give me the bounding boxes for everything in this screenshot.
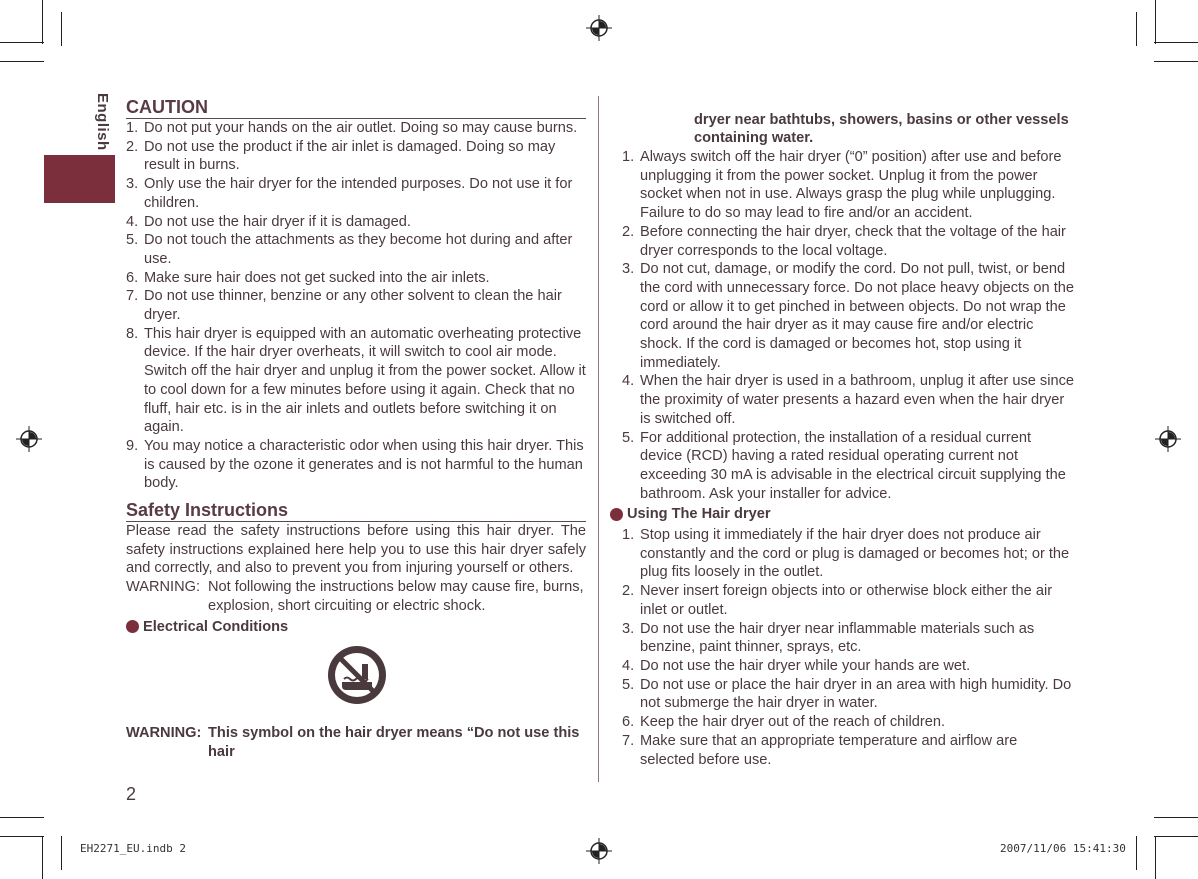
list-item-number: 2. (622, 583, 635, 600)
list-item-number: 5. (622, 429, 635, 446)
safety-intro: Please read the safety instructions before using this hair dryer. The safety instructions explained here help you to use this hair dryer safely and correctly, and also to prevent you from injuring yourself or others. (126, 523, 586, 577)
list-item (126, 287, 586, 324)
list-item-number: 7. (126, 288, 139, 305)
symbol-warning (126, 724, 586, 761)
column-divider (598, 96, 599, 782)
list-item (126, 231, 586, 268)
list-item-number: 1. (126, 120, 139, 136)
crop-mark (1155, 0, 1156, 44)
crop-mark (1154, 817, 1198, 818)
list-item (622, 620, 1074, 657)
list-item (126, 325, 586, 437)
list-item (126, 269, 586, 288)
crop-mark (1154, 836, 1198, 837)
list-item (622, 429, 1074, 504)
list-item (622, 582, 1074, 619)
list-item (622, 657, 1074, 676)
list-item-text: Never insert foreign objects into or otherwise block either the air inlet or outlet. (640, 583, 1053, 618)
crop-mark (0, 836, 44, 837)
warning-note (126, 578, 586, 615)
list-item-number: 4. (622, 373, 635, 390)
list-item-text: Do not touch the attachments as they become hot during and after use. (144, 232, 573, 267)
list-item-text: Do not use the hair dryer while your hands are wet. (640, 657, 971, 674)
list-item (126, 175, 586, 212)
list-item (622, 260, 1074, 372)
crop-mark (1155, 836, 1156, 879)
list-item-text: Always switch off the hair dryer (“0” position) after use and before unplugging it from the power socket. Unplug it from the power socket when not in use. Always grasp the plug while unplugging. Failure to do so may lead to fire and/or an accident. (640, 149, 1062, 222)
language-label: English (94, 93, 111, 151)
using-heading-label: Using The Hair dryer (627, 506, 771, 523)
list-item-number: 2. (622, 223, 635, 240)
list-item-number: 9. (126, 437, 139, 454)
crop-mark (0, 61, 44, 62)
warning-text: Not following the instructions below may cause fire, burns, explosion, short circuiting or electric shock. (208, 579, 584, 614)
list-item-text: Only use the hair dryer for the intended purposes. Do not use it for children. (144, 176, 573, 211)
list-item (126, 213, 586, 232)
list-item-text: Do not use the hair dryer near inflammable materials such as benzine, paint thinner, sprays, etc. (640, 620, 1035, 656)
electrical-conditions-label: Electrical Conditions (143, 618, 289, 635)
bullet-dot-icon (610, 508, 623, 521)
electrical-conditions-heading (126, 618, 586, 637)
no-water-symbol-icon (326, 644, 388, 706)
list-item-text: You may notice a characteristic odor when using this hair dryer. This is caused by the ozone it generates and is not harmful to the human body. (144, 437, 584, 492)
language-tab (44, 155, 115, 203)
list-item-number: 3. (622, 620, 635, 637)
list-item-text: Do not use the hair dryer if it is damaged. (144, 213, 411, 230)
list-item (622, 676, 1074, 713)
crop-mark (1154, 61, 1198, 62)
list-item-number: 6. (622, 714, 635, 731)
list-item-text: For additional protection, the installation of a residual current device (RCD) having a rated residual operating current not exceeding 30 mA is advisable in the electrical circuit supplying the bathroom. Ask your installer for advice. (640, 429, 1066, 502)
list-item (622, 526, 1074, 582)
crop-mark (0, 42, 44, 43)
registration-mark-icon (586, 15, 612, 41)
symbol-warning-label: WARNING: (126, 725, 202, 742)
footer-timestamp: 2007/11/06 15:41:30 (1000, 842, 1126, 855)
list-item-text: Do not put your hands on the air outlet. Doing so may cause burns. (144, 120, 578, 136)
list-item-number: 2. (126, 138, 139, 155)
crop-mark (1136, 12, 1137, 46)
list-item-number: 5. (126, 232, 139, 249)
list-item-text: Keep the hair dryer out of the reach of children. (640, 714, 946, 731)
crop-mark (1154, 42, 1198, 43)
list-item (126, 138, 586, 175)
list-item-number: 3. (622, 261, 635, 278)
list-item-number: 4. (126, 213, 139, 230)
crop-mark (61, 836, 62, 870)
symbol-warning-continued: dryer near bathtubs, showers, basins or other vessels containing water. (694, 111, 1069, 147)
list-item-text: Do not cut, damage, or modify the cord. Do not pull, twist, or bend the cord with unnecessary force. Do not place heavy objects on the cord or allow it to get pinched in between objects. Do not wrap the cord around the hair dryer as it may cause fire and/or electric shock. If the cord is damaged or becomes hot, stop using it immediately. (640, 261, 1075, 371)
list-item-text: Do not use the product if the air inlet is damaged. Doing so may result in burns. (144, 138, 556, 174)
caution-title: CAUTION (126, 96, 586, 119)
list-item-text: Stop using it immediately if the hair dryer does not produce air constantly and the cord or plug is damaged or becomes hot; or the plug fits loosely in the outlet. (640, 527, 1070, 581)
list-item (622, 713, 1074, 732)
list-item-number: 6. (126, 269, 139, 286)
using-list (622, 526, 1074, 769)
list-item-number: 1. (622, 527, 635, 544)
list-item-number: 8. (126, 325, 139, 342)
crop-mark (61, 12, 62, 46)
list-item-number: 3. (126, 176, 139, 193)
list-item-text: Make sure that an appropriate temperature and airflow are selected before use. (640, 732, 1018, 768)
electrical-list (622, 148, 1074, 503)
symbol-warning-text: This symbol on the hair dryer means “Do not use this hair (208, 725, 580, 760)
crop-mark (42, 0, 43, 44)
list-item-text: Make sure hair does not get sucked into the air inlets. (144, 269, 490, 286)
footer-file: EH2271_EU.indb 2 (80, 842, 186, 855)
left-column (126, 96, 586, 762)
crop-mark (0, 817, 44, 818)
symbol-area (126, 638, 586, 724)
list-item (622, 223, 1074, 260)
using-heading (610, 505, 1074, 524)
caution-list (126, 119, 586, 493)
right-column (622, 96, 1074, 769)
list-item (622, 372, 1074, 428)
safety-instructions-title: Safety Instructions (126, 499, 586, 522)
crop-mark (42, 836, 43, 879)
list-item-number: 4. (622, 657, 635, 674)
list-item (126, 119, 586, 138)
list-item-text: This hair dryer is equipped with an automatic overheating protective device. If the hair dryer overheats, it will switch to cool air mode. Switch off the hair dryer and unplug it from the power socket. Allow it to cool down for a few minutes before using it again. Check that no fluff, hair etc. is in the air inlets and outlets before switching it on again. (144, 325, 586, 436)
list-item-text: Do not use or place the hair dryer in an area with high humidity. Do not submerge the hair dryer in water. (640, 676, 1072, 712)
crop-mark (1136, 836, 1137, 870)
list-item (126, 437, 586, 493)
list-item-number: 1. (622, 149, 635, 165)
list-item-number: 7. (622, 732, 635, 749)
list-item-number: 5. (622, 676, 635, 693)
list-item-text: Do not use thinner, benzine or any other solvent to clean the hair dryer. (144, 288, 562, 324)
list-item-text: When the hair dryer is used in a bathroom, unplug it after use since the proximity of water presents a hazard even when the hair dryer is switched off. (640, 373, 1074, 427)
registration-mark-icon (1155, 426, 1181, 452)
page-number: 2 (126, 784, 137, 804)
list-item (622, 732, 1074, 769)
bullet-dot-icon (126, 620, 139, 633)
list-item-text: Before connecting the hair dryer, check that the voltage of the hair dryer corresponds to the local voltage. (640, 223, 1066, 259)
registration-mark-icon (16, 426, 42, 452)
warning-label: WARNING: (126, 579, 201, 596)
registration-mark-icon (586, 838, 612, 864)
list-item (622, 148, 1074, 223)
